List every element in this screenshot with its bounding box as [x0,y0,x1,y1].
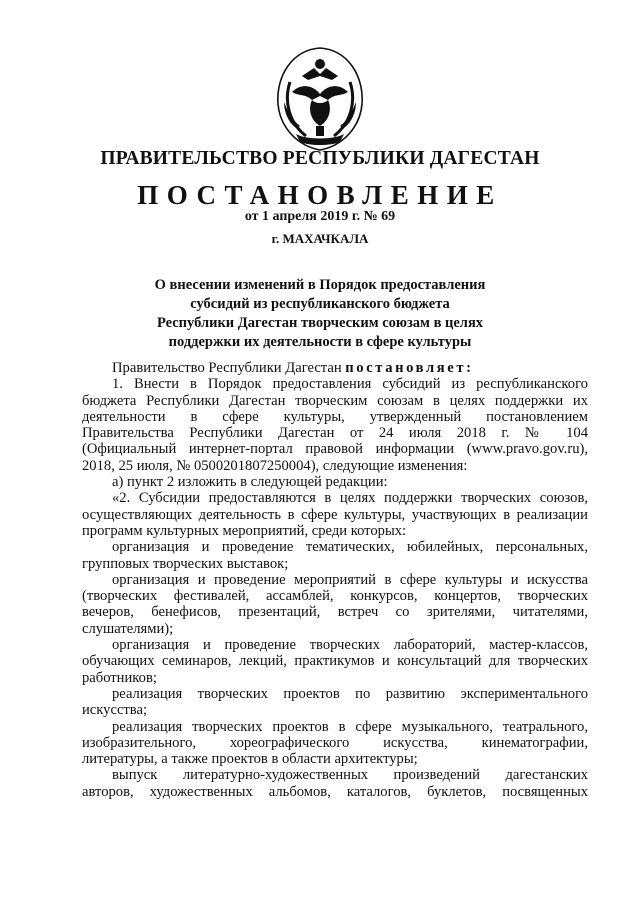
preamble-text: Правительство Республики Дагестан [112,360,346,376]
body-text-line: деятельности в сфере культуры, утвержденный постановлением [82,408,588,425]
body-text-line: литературы, а также проектов в области архитектуры; [82,751,418,768]
body-text-line: слушателями); [82,620,174,637]
body-text-line: (Официальный интернет-портал правовой информации (www.pravo.gov.ru), [82,441,588,458]
body-text-line: вечеров, бенефисов, презентаций, встреч со зрителями, читателями, [82,604,588,621]
body-text-line: организация и проведение тематических, юбилейных, персональных, [112,539,588,556]
body-lines [82,376,588,800]
preamble-keyword: постановляет: [345,360,474,376]
body-text-line: 1. Внести в Порядок предоставления субсидий из республиканского [112,376,588,393]
title-line: Республики Дагестан творческим союзам в целях [156,315,484,331]
body-text-line: «2. Субсидии предоставляются в целях поддержки творческих союзов, [112,490,588,507]
title-line: субсидий из республиканского бюджета [190,296,450,312]
title-line: О внесении изменений в Порядок предоставления [154,277,486,293]
body-text-line: организация и проведение мероприятий в сфере культуры и искусства [112,571,588,588]
title-line: поддержки их деятельности в сфере культуры [168,334,472,350]
body-text-line: организация и проведение творческих лабораторий, мастер-классов, [112,637,588,654]
preamble [82,360,588,376]
body-text-line: работников; [82,669,157,686]
body-text-line: авторов, художественных альбомов, каталогов, буклетов, посвященных [82,783,588,800]
body-text-line: реализация творческих проектов по развитию экспериментального [112,685,588,702]
document-date-number: от 1 апреля 2019 г. № 69 [244,209,396,224]
body-text-line: реализация творческих проектов в сфере музыкального, театрального, [112,718,588,735]
body-text-line: искусства; [82,702,148,719]
body-text-line: выпуск литературно-художественных произведений дагестанских [112,767,588,784]
body-text-line: а) пункт 2 изложить в следующей редакции: [112,474,388,491]
body-text-line: обучающих семинаров, лекций, практикумов и консультаций для творческих [82,653,588,670]
body-text-line: бюджета Республики Дагестан творческим союзам в целях поддержки их [82,392,588,409]
coat-of-arms-icon [262,42,378,154]
body-text-line: 2018, 25 июля, № 0500201807250004), следующие изменения: [82,457,468,474]
document-city: г. МАХАЧКАЛА [271,231,369,246]
document-type: ПОСТАНОВЛЕНИЕ [137,180,503,210]
body-text-line: изобразительного, хореографического искусства, кинематографии, [82,734,588,751]
document-title [120,276,520,352]
body-text-line: (творческих фестивалей, ассамблей, конкурсов, концертов, творческих [82,588,588,605]
body-text-line: Правительства Республики Дагестан от 24 июля 2018 г. № 104 [82,425,588,442]
organization-name: ПРАВИТЕЛЬСТВО РЕСПУБЛИКИ ДАГЕСТАН [100,148,540,169]
body-text-line: программ культурных мероприятий, среди которых: [82,522,407,539]
document-body [82,360,588,800]
body-text-line: групповых творческих выставок; [82,555,289,572]
body-text-line: осуществляющих деятельность в сфере культуры, участвующих в реализации [82,506,588,523]
